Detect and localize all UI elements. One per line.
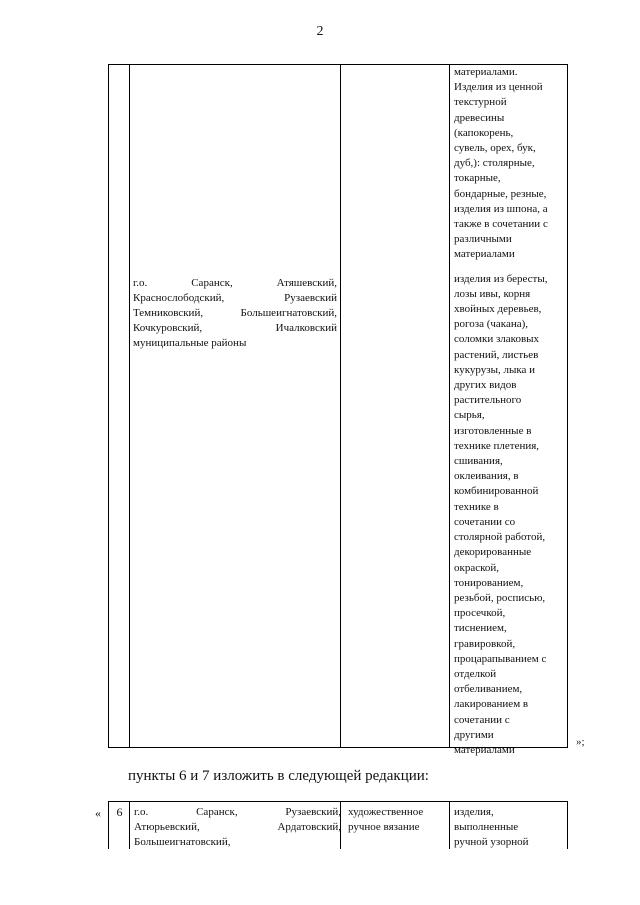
column-divider xyxy=(340,65,341,747)
page-number: 2 xyxy=(316,24,324,39)
product-line: оклеивания, в xyxy=(454,470,519,483)
product-line: изготовленные в xyxy=(454,424,532,437)
products-cell xyxy=(454,805,568,850)
product-line: (капокорень, xyxy=(454,126,514,139)
product-line: тонированием, xyxy=(454,576,524,589)
product-line: токарные, xyxy=(454,172,501,185)
product-line: сочетании со xyxy=(454,515,516,528)
product-line: сочетании с xyxy=(454,713,510,726)
amendment-instruction: пункты 6 и 7 изложить в следующей редакции: xyxy=(128,768,429,784)
opening-quote-mark: « xyxy=(95,806,101,820)
territory-cell xyxy=(134,805,341,850)
product-line: рогоза (чакана), xyxy=(454,318,529,331)
product-line: изделия из шпона, а xyxy=(454,202,548,215)
product-line: комбинированной xyxy=(454,485,539,498)
table-amended xyxy=(108,801,568,849)
product-line: отбеливанием, xyxy=(454,683,523,696)
territory-line: Темниковский, Большеигнатовский, xyxy=(133,307,337,319)
product-line: технике плетения, xyxy=(454,439,540,452)
product-line: ручной узорной xyxy=(454,836,529,848)
territory-line: Краснослободский, Рузаевский xyxy=(133,292,337,304)
territory-line: Атюрьевский, Ардатовский, xyxy=(134,821,341,833)
product-line: других видов xyxy=(454,379,517,392)
product-line: дуб,): столярные, xyxy=(454,157,535,170)
territory-line: муниципальные районы xyxy=(133,337,247,349)
product-line: материалами xyxy=(454,248,515,261)
column-divider xyxy=(129,65,130,747)
column-divider xyxy=(449,65,450,747)
product-line: растительного xyxy=(454,394,522,407)
product-line: просечкой, xyxy=(454,607,506,620)
product-line: другими xyxy=(454,728,494,741)
product-line: хвойных деревьев, xyxy=(454,303,542,316)
product-line: древесины xyxy=(454,111,505,124)
product-line: выполненные xyxy=(454,821,519,833)
product-line: текстурной xyxy=(454,96,507,109)
product-line: различными xyxy=(454,233,512,246)
closing-quote-mark: »; xyxy=(576,736,585,748)
product-line: бондарные, резные, xyxy=(454,187,547,200)
product-line: процарапыванием с xyxy=(454,652,547,665)
product-line: гравировкой, xyxy=(454,637,516,650)
territory-line: Большеигнатовский, xyxy=(134,836,231,848)
product-line: кукурузы, лыка и xyxy=(454,363,536,376)
product-line: отделкой xyxy=(454,667,497,680)
products-cell xyxy=(454,65,566,758)
territory-cell xyxy=(133,276,337,351)
table-continued xyxy=(108,64,568,756)
craft-line: ручное вязание xyxy=(348,821,420,833)
product-line: соломки злаковых xyxy=(454,333,540,346)
product-line: материалами. xyxy=(454,66,518,78)
product-line: изделия, xyxy=(454,806,494,818)
craft-cell xyxy=(348,805,458,835)
product-line: сувель, орех, бук, xyxy=(454,142,536,155)
product-line: также в сочетании с xyxy=(454,218,548,231)
craft-line: художественное xyxy=(348,806,424,818)
row-number: 6 xyxy=(116,805,123,819)
product-line: столярной работой, xyxy=(454,531,546,544)
product-line: лозы ивы, корня xyxy=(454,287,531,300)
product-line: резьбой, росписью, xyxy=(454,591,546,604)
product-line: окраской, xyxy=(454,561,500,574)
product-line: сырья, xyxy=(454,409,485,422)
product-line: технике в xyxy=(454,500,499,513)
product-line: сшивания, xyxy=(454,455,503,468)
territory-line: Кочкуровский, Ичалковский xyxy=(133,322,337,334)
product-line: растений, листьев xyxy=(454,348,539,361)
product-line: тиснением, xyxy=(454,622,507,635)
product-line: изделия из бересты, xyxy=(454,272,548,285)
product-line: материалами xyxy=(454,743,515,756)
territory-line: г.о. Саранск, Рузаевский, xyxy=(134,806,341,818)
product-line: лакированием в xyxy=(454,698,529,711)
territory-line: г.о. Саранск, Атяшевский, xyxy=(133,277,337,289)
product-line: Изделия из ценной xyxy=(454,81,543,94)
product-line: декорированные xyxy=(454,546,532,559)
